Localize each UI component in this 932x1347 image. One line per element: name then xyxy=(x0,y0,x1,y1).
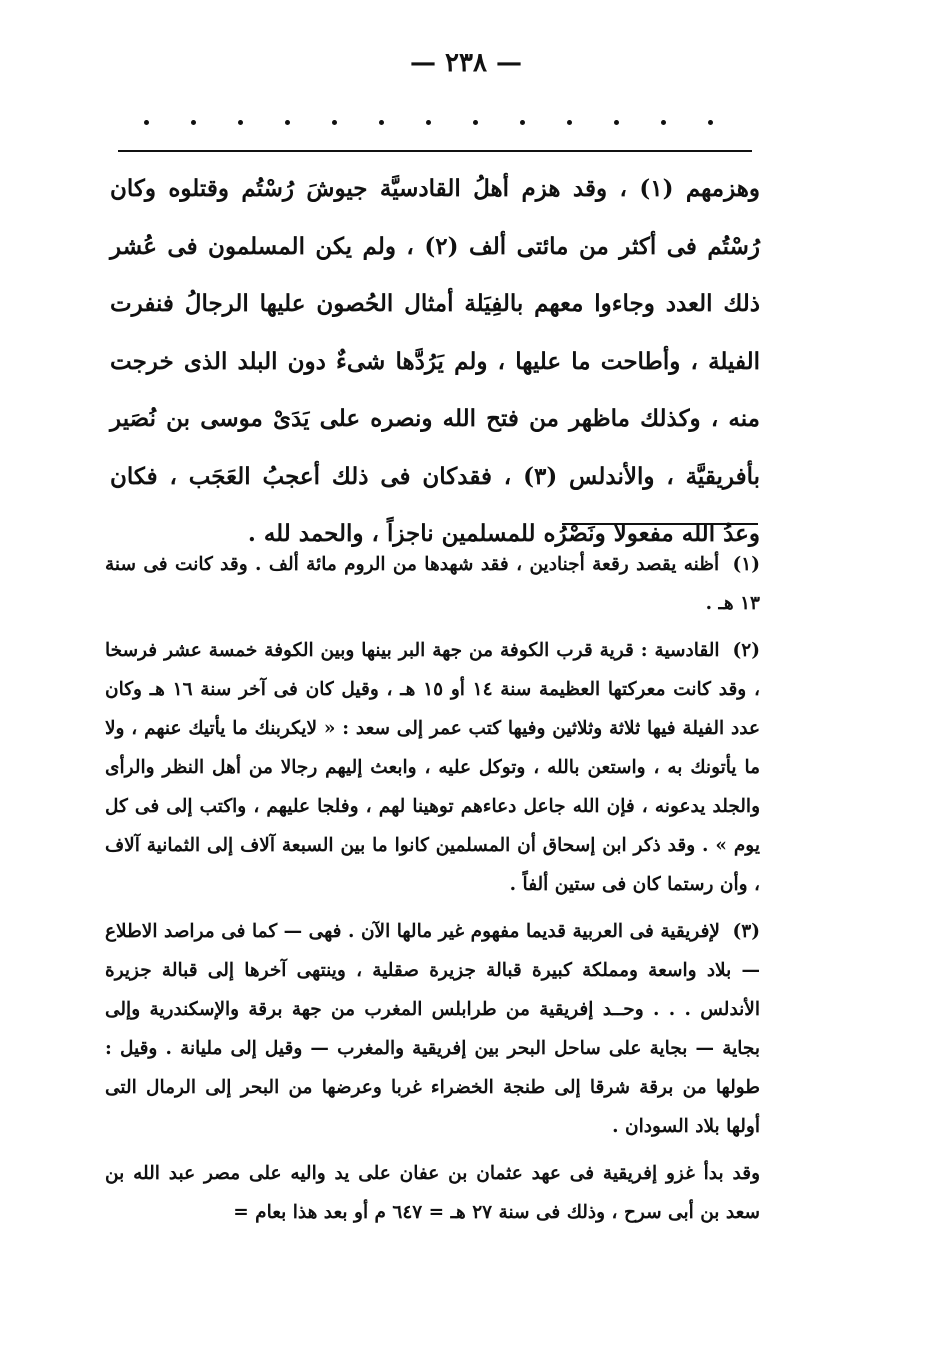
footnote-2 xyxy=(105,631,760,904)
divider-dot xyxy=(567,120,572,125)
footnote-number: (٣) xyxy=(732,921,760,942)
divider-dot xyxy=(379,120,384,125)
divider-dot xyxy=(614,120,619,125)
footnote-text: أظنه يقصد رقعة أجنادين ، فقد شهدها من الروم مائة ألف . وقد كانت فى سنة ١٣ هـ . xyxy=(105,554,760,614)
footnote-text: القادسية : قرية قرب الكوفة من جهة البر بينها وبين الكوفة خمسة عشر فرسخا ، وقد كانت معركتها العظيمة سنة ١٤ أو ١٥ هـ ، وقيل كان فى آخر سنة ١٦ هـ وكان عدد الفيلة فيها ثلاثة وثلاثين وفيها كتب عمر إلى سعد : « لايكربنك ما يأتيك عنهم ، ولا ما يأتونك به ، واستعن بالله ، وتوكل عليه ، وابعث إليهم رجالا من أهل النظر والرأى والجلد يدعونه ، فإن الله جاعل دعاءهم توهينا لهم ، وفلجا عليهم ، واكتب إلى فى كل يوم » . وقد ذكر ابن إسحاق أن المسلمين كانوا ما بين السبعة آلاف إلى الثمانية آلاف ، وأن رستما كان فى ستين ألفاً . xyxy=(105,640,760,895)
divider-dot xyxy=(144,120,149,125)
footnote-text: لإفريقية فى العربية قديما مفهوم غير مالها الآن . فهى — كما فى مراصد الاطلاع — بلاد واسعة ومملكة كبيرة قبالة جزيرة صقلية ، وينتهى آخرها إلى قبالة جزيرة الأندلس . . . وحــد إفريقية من طرابلس المغرب من جهة برقة والإسكندرية وإلى بجاية — بجاية على ساحل البحر بين إفريقية والمغرب — وقيل إلى مليانة . وقيل : طولها من برقة شرقا إلى طنجة الخضراء غربا وعرضها من البحر إلى الرمال التى أولها بلاد السودان . xyxy=(105,921,760,1137)
divider-dot xyxy=(238,120,243,125)
footnote-continuation: وقد بدأ غزو إفريقية فى عهد عثمان بن عفان على يد واليه على مصر عبد الله بن سعد بن أبى سرح ، وذلك فى سنة ٢٧ هـ = ٦٤٧ م أو بعد هذا بعام = xyxy=(105,1163,760,1223)
main-paragraph: وهزمهم (١) ، وقد هزم أهلُ القادسيَّة جيوشَ رُسْتُم وقتلوه وكان رُسْتُم فى أكثر من مائتى ألف (٢) ، ولم يكن المسلمون فى عُشر ذلك العدد وجاءوا معهم بالفِيَلة أمثال الحُصون عليها الرجالُ فنفرت الفيلة ، وأطاحت ما عليها ، ولم يَرُدَّها شىءٌ دون البلد الذى خرجت منه ، وكذلك ماظهر من فتح الله ونصره على يَدَىْ موسى بن نُصَير بأفريقيَّة ، والأندلس (٣) ، فقدكان فى ذلك أعجبُ العَجَب ، فكان وعدُ الله مفعولا ونَصْرُه للمسلمين ناجزاً ، والحمد لله . xyxy=(110,175,761,547)
divider-dot xyxy=(473,120,478,125)
divider-dot xyxy=(332,120,337,125)
header-rule xyxy=(118,150,752,152)
footnote-number: (٢) xyxy=(732,640,760,661)
dotted-divider xyxy=(130,112,742,132)
footnote-separator xyxy=(562,523,758,525)
divider-dot xyxy=(661,120,666,125)
page-number: — ٢٣٨ — xyxy=(409,48,523,78)
divider-dot xyxy=(426,120,431,125)
divider-dot xyxy=(708,120,713,125)
divider-dot xyxy=(285,120,290,125)
footnote-3 xyxy=(105,912,760,1146)
footnotes xyxy=(105,545,760,1240)
divider-dot xyxy=(520,120,525,125)
footnote-1 xyxy=(105,545,760,623)
footnote-number: (١) xyxy=(732,554,760,575)
divider-dot xyxy=(191,120,196,125)
